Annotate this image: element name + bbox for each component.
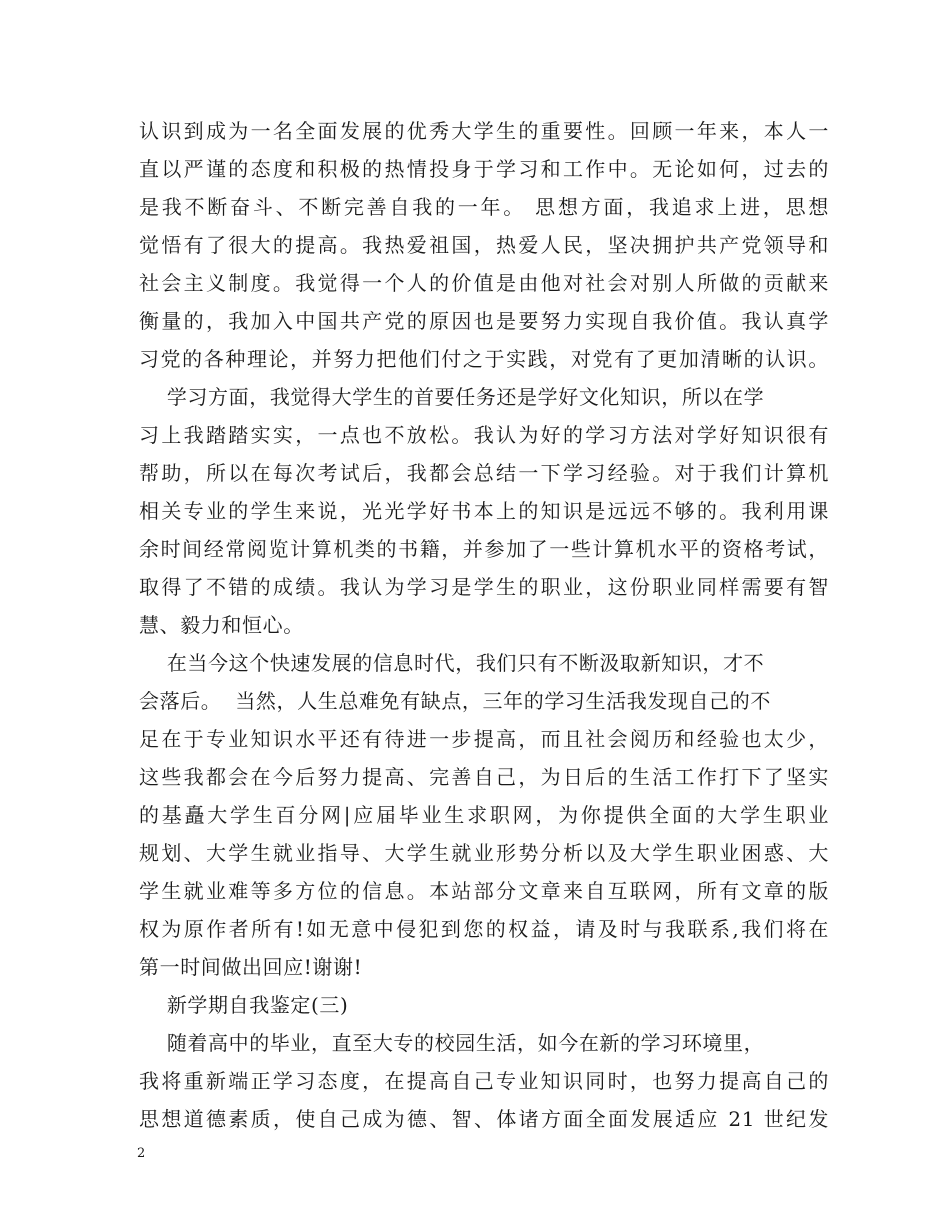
section-heading: 新学期自我鉴定(三) (139, 993, 349, 1017)
text-line: 这些我都会在今后努力提高、完善自己，为日后的生活工作打下了坚实 (139, 765, 829, 789)
text-line: 足在于专业知识水平还有待进一步提高，而且社会阅历和经验也太少， (139, 727, 829, 751)
text-line: 余时间经常阅览计算机类的书籍，并参加了一些计算机水平的资格考试， (139, 537, 829, 561)
text-line: 会落后。 当然，人生总难免有缺点，三年的学习生活我发现自己的不 (139, 689, 771, 713)
page-number: 2 (137, 1146, 146, 1161)
text-line: 认识到成为一名全面发展的优秀大学生的重要性。回顾一年来，本人一 (139, 119, 829, 143)
text-line: 第一时间做出回应!谢谢! (139, 955, 363, 979)
text-line: 是我不断奋斗、不断完善自我的一年。 思想方面，我追求上进，思想 (139, 195, 829, 219)
text-line: 学习方面，我觉得大学生的首要任务还是学好文化知识，所以在学 (139, 385, 765, 409)
text-line: 学生就业难等多方位的信息。本站部分文章来自互联网，所有文章的版 (139, 879, 829, 903)
text-line: 习上我踏踏实实，一点也不放松。我认为好的学习方法对学好知识很有 (139, 423, 829, 447)
text-line: 帮助，所以在每次考试后，我都会总结一下学习经验。对于我们计算机 (139, 461, 829, 485)
text-line: 直以严谨的态度和积极的热情投身于学习和工作中。无论如何，过去的 (139, 157, 829, 181)
text-line: 规划、大学生就业指导、大学生就业形势分析以及大学生职业困惑、大 (139, 841, 829, 865)
text-line: 的基矗大学生百分网|应届毕业生求职网，为你提供全面的大学生职业 (139, 803, 829, 827)
text-line: 衡量的，我加入中国共产党的原因也是要努力实现自我价值。我认真学 (139, 309, 829, 333)
text-line: 随着高中的毕业，直至大专的校园生活，如今在新的学习环境里， (139, 1031, 765, 1055)
text-line: 社会主义制度。我觉得一个人的价值是由他对社会对别人所做的贡献来 (139, 271, 829, 295)
text-line: 权为原作者所有!如无意中侵犯到您的权益，请及时与我联系,我们将在 (139, 917, 829, 941)
text-line: 觉悟有了很大的提高。我热爱祖国，热爱人民，坚决拥护共产党领导和 (139, 233, 829, 257)
text-line: 思想道德素质，使自己成为德、智、体诸方面全面发展适应 21 世纪发 (139, 1107, 829, 1131)
text-line: 相关专业的学生来说，光光学好书本上的知识是远远不够的。我利用课 (139, 499, 829, 523)
text-line: 在当今这个快速发展的信息时代，我们只有不断汲取新知识，才不 (139, 651, 765, 675)
text-line: 取得了不错的成绩。我认为学习是学生的职业，这份职业同样需要有智 (139, 575, 829, 599)
text-line: 习党的各种理论，并努力把他们付之于实践，对党有了更加清晰的认识。 (139, 347, 829, 371)
text-line: 慧、毅力和恒心。 (139, 613, 304, 637)
body-text (139, 112, 829, 1138)
text-line: 我将重新端正学习态度，在提高自己专业知识同时，也努力提高自己的 (139, 1069, 829, 1093)
